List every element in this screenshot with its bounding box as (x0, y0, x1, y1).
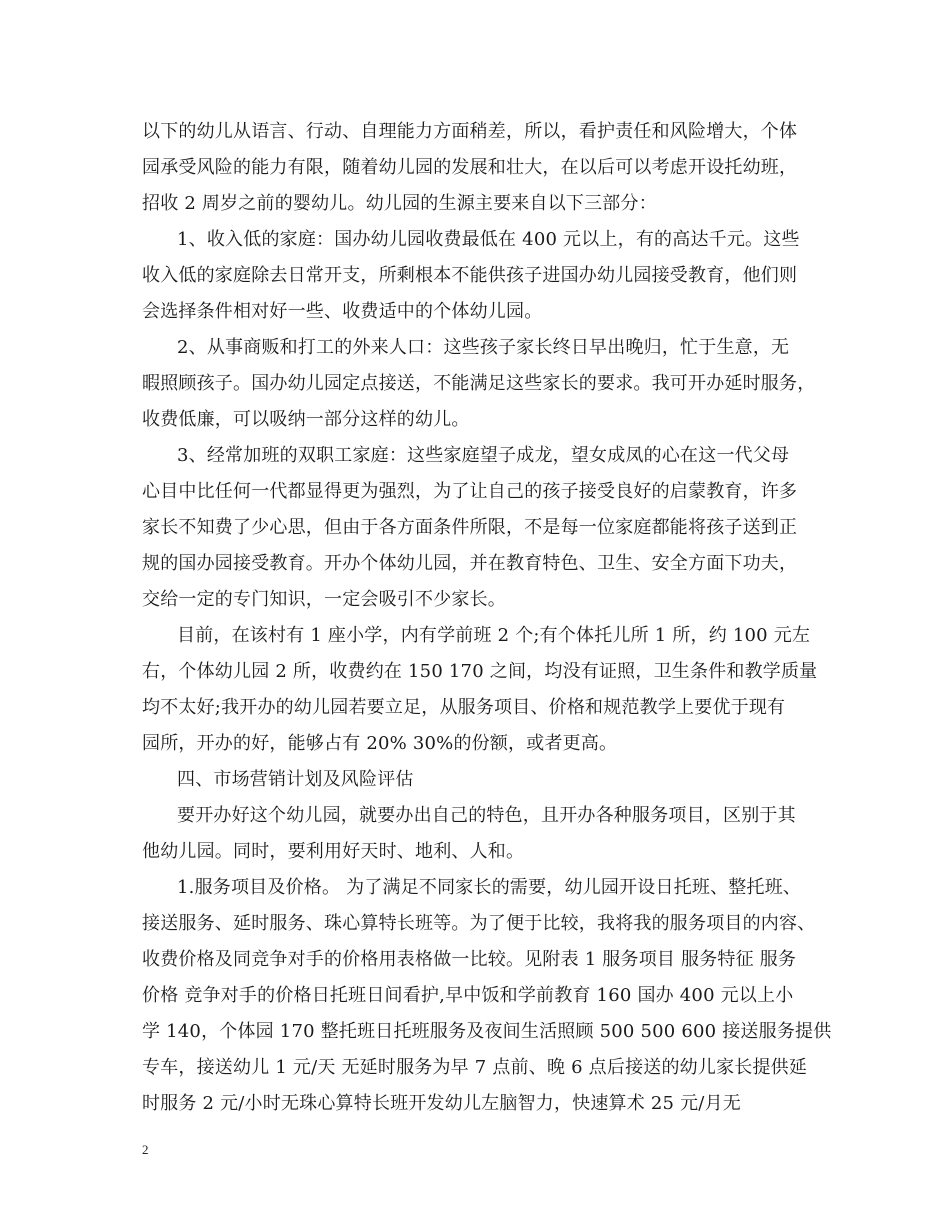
text-line: 规的国办园接受教育。开办个体幼儿园，并在教育特色、卫生、安全方面下功夫， (142, 553, 798, 574)
text-line: 接送服务、延时服务、珠心算特长班等。为了便于比较，我将我的服务项目的内容、 (142, 913, 816, 934)
text-line: 会选择条件相对好一些、收费适中的个体幼儿园。 (142, 301, 543, 322)
section-heading: 四、市场营销计划及风险评估 (177, 769, 414, 790)
text-line: 交给一定的专门知识，一定会吸引不少家长。 (142, 589, 506, 610)
text-line: 家长不知费了少心思，但由于各方面条件所限，不是每一位家庭都能将孩子送到正 (142, 517, 798, 538)
text-line: 收费低廉，可以吸纳一部分这样的幼儿。 (142, 409, 470, 430)
text-line: 均不太好;我开办的幼儿园若要立足，从服务项目、价格和规范教学上要优于现有 (142, 697, 786, 718)
page-number: 2 (142, 1142, 149, 1157)
text-line: 收入低的家庭除去日常开支，所剩根本不能供孩子进国办幼儿园接受教育，他们则 (142, 265, 798, 286)
text-line: 学 140，个体园 170 整托班日托班服务及夜间生活照顾 500 500 600 接送服务提供 (142, 1021, 832, 1042)
text-line: 1.服务项目及价格。 为了满足不同家长的需要，幼儿园开设日托班、整托班、 (177, 877, 802, 898)
text-line: 目前，在该村有 1 座小学，内有学前班 2 个;有个体托儿所 1 所，约 100 元左 (177, 625, 811, 646)
text-line: 价格 竞争对手的价格日托班日间看护,早中饭和学前教育 160 国办 400 元以上小 (142, 985, 794, 1006)
text-line: 要开办好这个幼儿园，就要办出自己的特色，且开办各种服务项目，区别于其 (177, 805, 796, 826)
text-line: 招收 2 周岁之前的婴幼儿。幼儿园的生源主要来自以下三部分： (142, 193, 657, 214)
text-line: 园所，开办的好，能够占有 20% 30%的份额，或者更高。 (142, 733, 618, 754)
text-line: 他幼儿园。同时，要利用好天时、地利、人和。 (142, 841, 525, 862)
text-line: 时服务 2 元/小时无珠心算特长班开发幼儿左脑智力，快速算术 25 元/月无 (142, 1093, 741, 1114)
text-line: 以下的幼儿从语言、行动、自理能力方面稍差，所以，看护责任和风险增大，个体 (142, 121, 798, 142)
text-line: 2、从事商贩和打工的外来人口：这些孩子家长终日早出晚归，忙于生意，无 (177, 337, 790, 358)
text-line: 右，个体幼儿园 2 所，收费约在 150 170 之间，均没有证照，卫生条件和教学质量 (142, 661, 818, 682)
text-line: 收费价格及同竞争对手的价格用表格做一比较。见附表 1 服务项目 服务特征 服务 (142, 949, 797, 970)
text-line: 3、经常加班的双职工家庭：这些家庭望子成龙，望女成凤的心在这一代父母 (177, 445, 790, 466)
text-line: 专车，接送幼儿 1 元/天 无延时服务为早 7 点前、晚 6 点后接送的幼儿家长提供延 (142, 1057, 808, 1078)
text-line: 园承受风险的能力有限，随着幼儿园的发展和壮大，在以后可以考虑开设托幼班， (142, 157, 798, 178)
text-line: 心目中比任何一代都显得更为强烈，为了让自己的孩子接受良好的启蒙教育，许多 (142, 481, 798, 502)
text-line: 1、收入低的家庭：国办幼儿园收费最低在 400 元以上，有的高达千元。这些 (177, 229, 800, 250)
text-line: 暇照顾孩子。国办幼儿园定点接送，不能满足这些家长的要求。我可开办延时服务， (142, 373, 816, 394)
